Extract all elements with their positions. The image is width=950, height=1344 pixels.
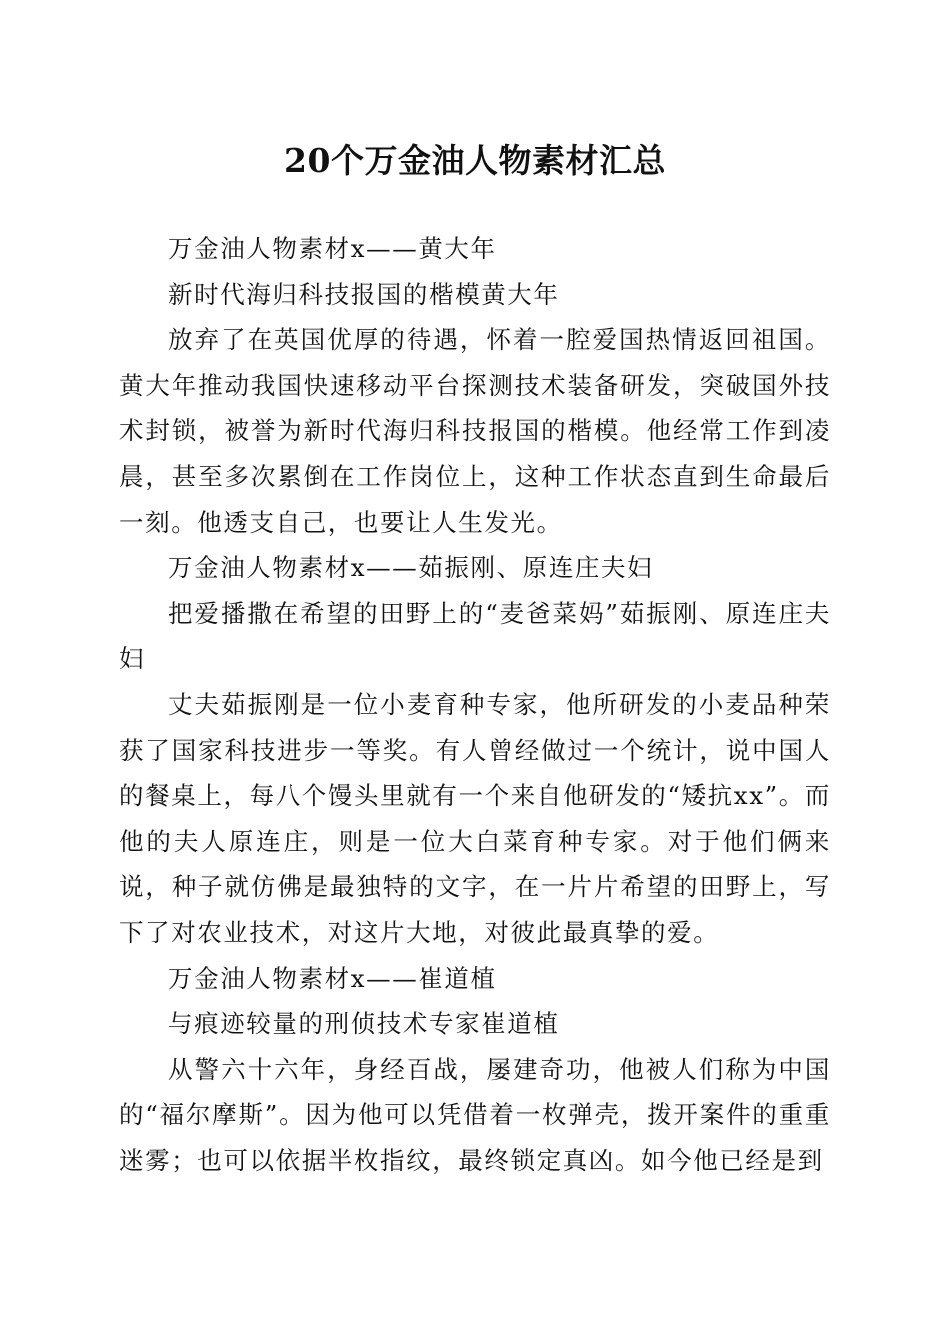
section-subtitle: 把爱播撒在希望的田野上的“麦爸菜妈”茹振刚、原连庄夫妇 [119, 598, 831, 674]
section-subtitle: 与痕迹较量的刑侦技术专家崔道植 [168, 1009, 560, 1039]
page-title: 20个万金油人物素材汇总 [284, 141, 666, 180]
section-label: 万金油人物素材x——崔道植 [168, 963, 497, 993]
section-label: 万金油人物素材x——黄大年 [168, 234, 497, 263]
section-paragraph: 丈夫茹振刚是一位小麦育种专家，他所研发的小麦品种荣获了国家科技进步一等奖。有人曾经做过一个统计，说中国人的餐桌上，每八个馒头里就有一个来自他研发的“矮抗xx”。而他的夫人原连庄，则是一位大白菜育种专家。对于他们俩来说，种子就仿佛是最独特的文字，在一片片希望的田野上，写下了对农业技术，对这片大地，对彼此最真挚的爱。 [119, 689, 831, 947]
section-paragraph: 从警六十六年，身经百战，屡建奇功，他被人们称为中国的“福尔摩斯”。因为他可以凭借着一枚弹壳，拨开案件的重重迷雾；也可以依据半枚指纹，最终锁定真凶。如今他已经是到 [119, 1054, 831, 1175]
document-body [119, 226, 831, 1183]
section-paragraph: 放弃了在英国优厚的待遇，怀着一腔爱国热情返回祖国。黄大年推动我国快速移动平台探测技术装备研发，突破国外技术封锁，被誉为新时代海归科技报国的楷模。他经常工作到凌晨，甚至多次累倒在工作岗位上，这种工作状态直到生命最后一刻。他透支自己，也要让人生发光。 [119, 325, 831, 537]
section-subtitle: 新时代海归科技报国的楷模黄大年 [168, 279, 560, 309]
section-label: 万金油人物素材x——茹振刚、原连庄夫妇 [168, 553, 654, 583]
